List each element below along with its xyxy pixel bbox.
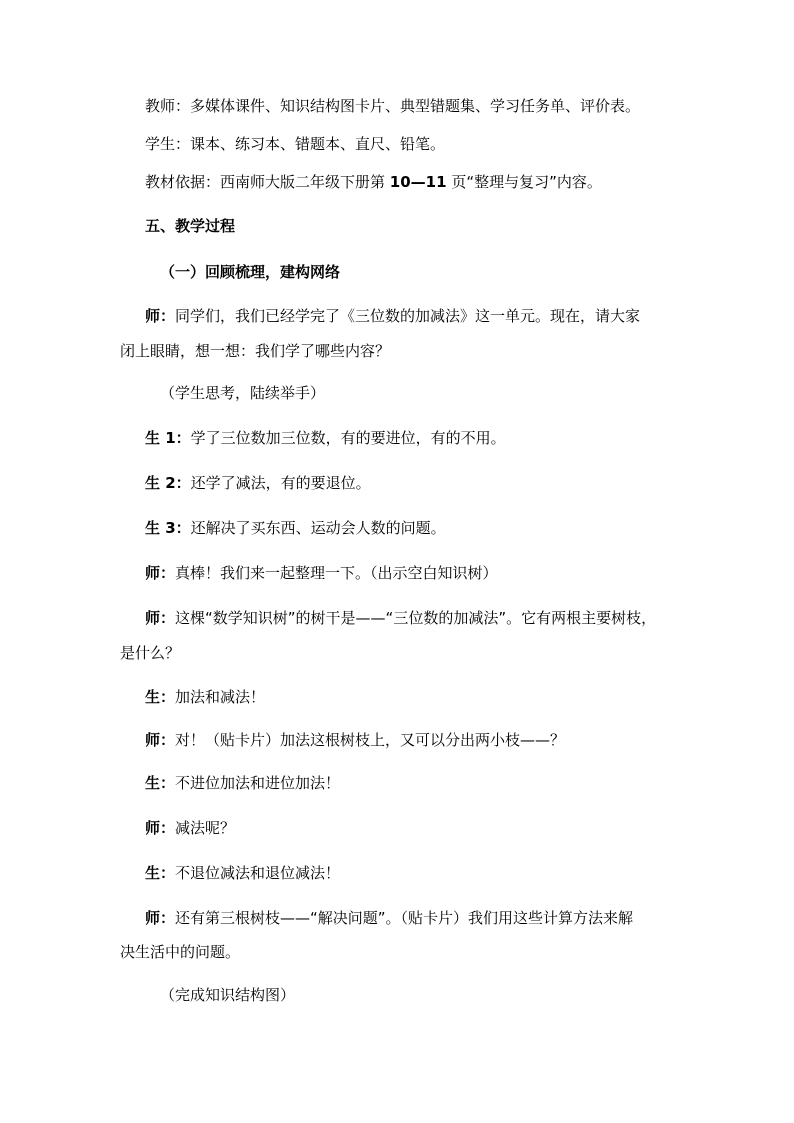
dialogue-text: 还学了减法，有的要退位。: [190, 474, 371, 492]
dialogue-line: [120, 942, 240, 962]
dialogue-line: [145, 908, 633, 928]
dialogue-line: [145, 518, 446, 538]
dialogue-text: 真棒！我们来一起整理一下。（出示空白知识树）: [175, 564, 498, 582]
teacher-materials-text: 多媒体课件、知识结构图卡片、典型错题集、学习任务单、评价表。: [190, 97, 641, 115]
dialogue-line: [145, 306, 640, 326]
speaker-label: 生 1：: [145, 429, 191, 447]
speaker-label: 生：: [145, 688, 176, 706]
speaker-label: 师：: [145, 909, 176, 927]
textbook-basis-line: [145, 172, 602, 192]
speaker-label: 师：: [145, 731, 176, 749]
dialogue-line: [145, 818, 235, 838]
dialogue-text: 决生活中的问题。: [120, 943, 241, 961]
dialogue-line: [145, 428, 506, 448]
dialogue-line: [120, 341, 390, 361]
speaker-label: 生 3：: [145, 519, 191, 537]
dialogue-text: 还解决了买东西、运动会人数的问题。: [190, 519, 446, 537]
dialogue-line: [145, 863, 340, 883]
speaker-label: 师：: [145, 564, 176, 582]
speaker-label: 师：: [145, 307, 176, 325]
dialogue-text: 不进位加法和进位加法！: [175, 774, 341, 792]
dialogue-text: 是什么？: [120, 644, 181, 662]
dialogue-text: 还有第三根树枝——“解决问题”。（贴卡片）我们用这些计算方法来解: [175, 909, 634, 927]
dialogue-text: 学了三位数加三位数，有的要进位，有的不用。: [190, 429, 506, 447]
speaker-label: 生：: [145, 774, 176, 792]
dialogue-line: [160, 985, 295, 1005]
basis-text-1: 西南师大版二年级下册第: [220, 173, 390, 191]
basis-label: 教材依据：: [145, 173, 221, 191]
speaker-label: 师：: [145, 609, 176, 627]
dialogue-line: [145, 473, 371, 493]
dialogue-line: [145, 608, 656, 628]
speaker-label: 生：: [145, 864, 176, 882]
dialogue-text: 对！（贴卡片）加法这根树枝上，又可以分出两小枝——？: [175, 731, 566, 749]
dialogue-line: [120, 643, 180, 663]
dialogue-line: [160, 383, 325, 403]
dialogue-text: 不退位减法和退位减法！: [175, 864, 341, 882]
basis-text-2: 页“整理与复习”内容。: [446, 173, 602, 191]
basis-pages: 10—11: [389, 173, 447, 191]
dialogue-text: 加法和减法！: [175, 688, 266, 706]
student-materials-text: 课本、练习本、错题本、直尺、铅笔。: [190, 135, 446, 153]
teacher-label: 教师：: [145, 97, 191, 115]
dialogue-text: 减法呢？: [175, 819, 236, 837]
dialogue-text: （完成知识结构图）: [160, 986, 296, 1004]
section-title: 五、教学过程: [145, 217, 236, 235]
speaker-label: 师：: [145, 819, 176, 837]
subsection-title: （一）回顾梳理，建构网络: [160, 263, 341, 281]
dialogue-line: [145, 730, 565, 750]
dialogue-text: 闭上眼睛，想一想：我们学了哪些内容？: [120, 342, 391, 360]
speaker-label: 生 2：: [145, 474, 191, 492]
dialogue-text: 同学们，我们已经学完了《三位数的加减法》这一单元。现在，请大家: [175, 307, 641, 325]
student-materials-line: [145, 134, 445, 154]
teacher-materials-line: [145, 96, 640, 116]
dialogue-text: 这棵“数学知识树”的树干是——“三位数的加减法”。它有两根主要树枝，: [175, 609, 657, 627]
dialogue-line: [145, 563, 498, 583]
student-label: 学生：: [145, 135, 191, 153]
dialogue-text: （学生思考，陆续举手）: [160, 384, 326, 402]
dialogue-line: [145, 773, 340, 793]
dialogue-line: [145, 687, 265, 707]
